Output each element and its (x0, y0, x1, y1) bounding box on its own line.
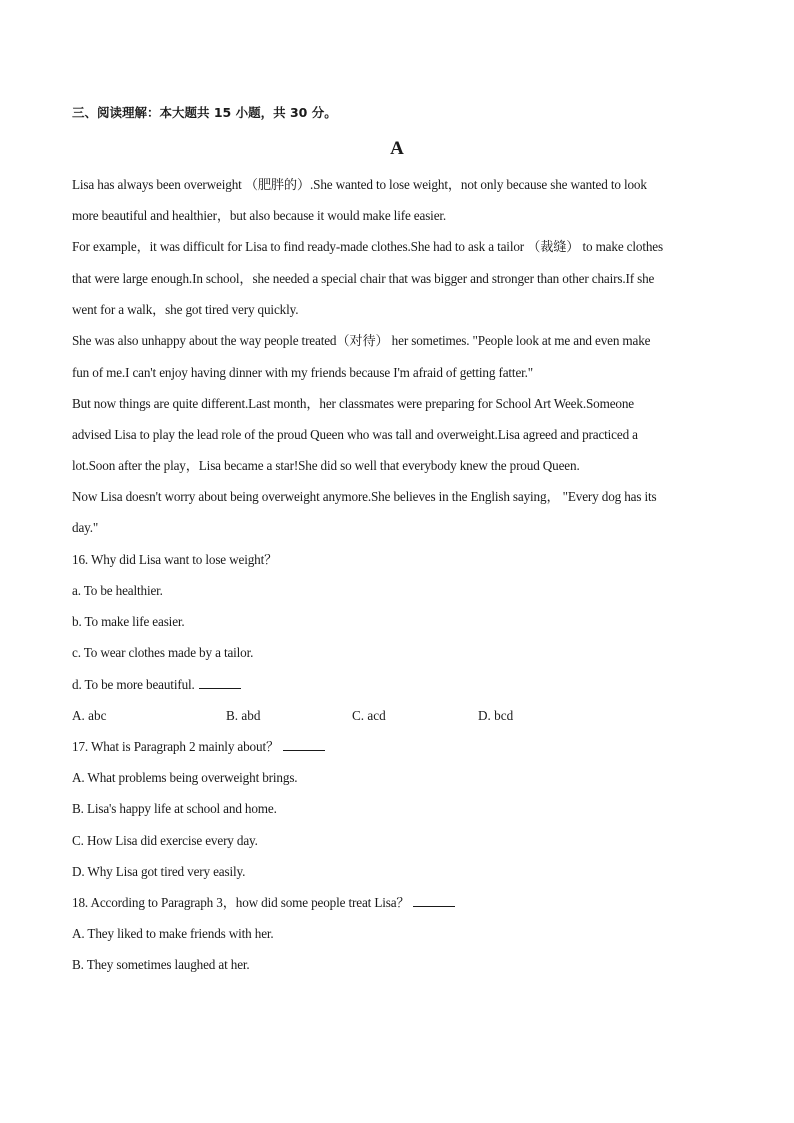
passage-line: For example，it was difficult for Lisa to find ready-made clothes.She had to ask a tailor （裁缝） to make clothes (72, 239, 663, 254)
answer-blank[interactable] (283, 738, 325, 751)
passage-line: She was also unhappy about the way people treated（对待） her sometimes. "People look at me and even make (72, 333, 651, 348)
passage-line: day." (72, 520, 99, 535)
passage-title: A (390, 138, 404, 159)
section-heading: 三、阅读理解：本大题共 15 小题，共 30 分。 (72, 105, 337, 120)
question-item: b. To make life easier. (72, 614, 185, 629)
answer-blank[interactable] (413, 894, 455, 907)
passage-line: went for a walk，she got tired very quickly. (72, 302, 299, 317)
question-with-blank (72, 738, 325, 756)
answer-option[interactable]: B. Lisa's happy life at school and home. (72, 801, 277, 816)
answer-option[interactable]: C. acd (352, 708, 386, 723)
answer-option[interactable]: B. abd (226, 708, 261, 723)
passage-line: Lisa has always been overweight （肥胖的）.She wanted to lose weight，not only because she wanted to look (72, 177, 647, 192)
answer-option[interactable]: A. What problems being overweight brings. (72, 770, 298, 785)
question-item: a. To be healthier. (72, 583, 163, 598)
question-item: c. To wear clothes made by a tailor. (72, 645, 254, 660)
answer-blank[interactable] (199, 676, 241, 689)
answer-option[interactable]: D. Why Lisa got tired very easily. (72, 864, 246, 879)
question-item: d. To be more beautiful. (72, 677, 195, 692)
passage-line: Now Lisa doesn't worry about being overweight anymore.She believes in the English saying， "Every dog has its (72, 489, 657, 504)
passage-line: lot.Soon after the play，Lisa became a star!She did so well that everybody knew the proud Queen. (72, 458, 580, 473)
answer-option[interactable]: A. abc (72, 708, 107, 723)
question-with-blank (72, 894, 455, 912)
question-item-with-blank (72, 676, 241, 694)
passage-line: fun of me.I can't enjoy having dinner with my friends because I'm afraid of getting fatter." (72, 365, 534, 380)
passage-line: But now things are quite different.Last month，her classmates were preparing for School Art Week.Someone (72, 396, 635, 411)
passage-line: more beautiful and healthier，but also because it would make life easier. (72, 208, 447, 223)
passage-line: that were large enough.In school，she needed a special chair that was bigger and stronger than other chairs.If she (72, 271, 655, 286)
question-text: 16. Why did Lisa want to lose weight？ (72, 552, 278, 567)
answer-option[interactable]: A. They liked to make friends with her. (72, 926, 274, 941)
passage-line: advised Lisa to play the lead role of the proud Queen who was tall and overweight.Lisa agreed and practiced a (72, 427, 638, 442)
answer-option[interactable]: C. How Lisa did exercise every day. (72, 833, 258, 848)
question-text: 18. According to Paragraph 3，how did some people treat Lisa？ (72, 895, 410, 910)
answer-option[interactable]: D. bcd (478, 708, 514, 723)
question-text: 17. What is Paragraph 2 mainly about？ (72, 739, 279, 754)
answer-option[interactable]: B. They sometimes laughed at her. (72, 957, 250, 972)
